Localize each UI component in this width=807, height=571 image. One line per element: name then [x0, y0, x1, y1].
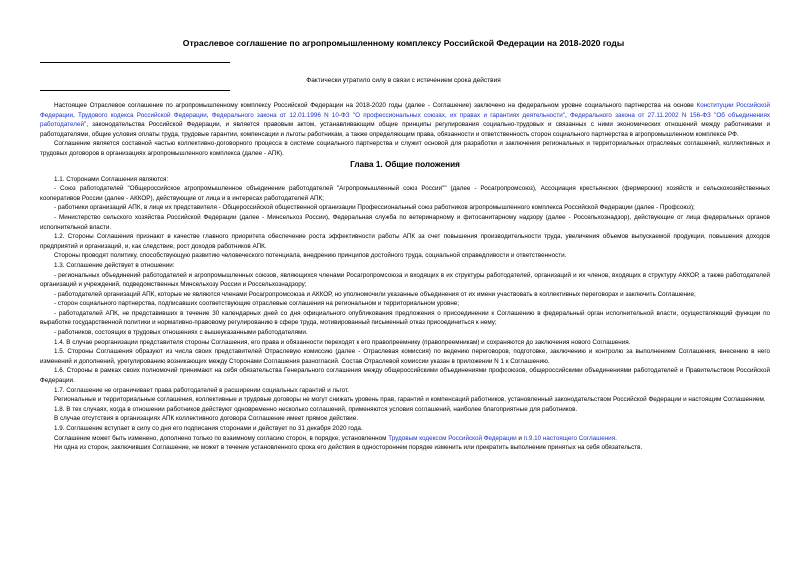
clause-1-3-a: - региональных объединений работодателей и агропромышленных союзов, являющихся членами Росагропромсоюза и входящих в их структуры работодателей, организаций и их членов, входящих в структуру АККОР, а также работодателей организаций и учреждений, подведомственных Минсельхозу России и Россельхознадзору;: [40, 271, 770, 289]
intro-paragraph: Настоящее Отраслевое соглашение по агропромышленному комплексу Российской Федерации на 2018-2020 годы (далее - Соглашение) заключено на федеральном уровне социального партнерства на основе Конституции Российской Федерации, Трудового кодекса Российской Федерации, Федерального закона от 12.01.1996 N 10-ФЗ "О профессиональных союзах, их правах и гарантиях деятельности", Федерального закона от 27.11.2002 N 156-ФЗ "Об объединениях работодателей", законодательства Российской Федерации, и является правовым актом, устанавливающим общие принципы регулирования социально-трудовых и связанных с ними экономических отношений между работниками и работодателями, общие условия оплаты труда, трудовые гарантии, компенсации и льготы работникам, а также определяющим права, обязанности и ответственность сторон социального партнерства в агропромышленном комплексе РФ.: [40, 102, 771, 138]
document-title: Отраслевое соглашение по агропромышленному комплексу Российской Федерации на 2018-2020 годы: [182, 38, 625, 48]
document-body: [40, 101, 770, 453]
clause-1-1: 1.1. Сторонами Соглашения являются:: [54, 175, 169, 183]
clause-1-2-b: Стороны проводят политику, способствующую развитию человеческого потенциала, внедрению принципов достойного труда, социальной справедливости и ответственности.: [54, 252, 567, 260]
clause-1-6: 1.6. Стороны в рамках своих полномочий принимают на себя обязательства Генерального соглашения между общероссийскими объединениями профсоюзов, общероссийскими объединениями работодателей и Правительством Российской Федерации.: [40, 367, 770, 385]
clause-1-5: 1.5. Стороны Соглашения образуют из числа своих представителей Отраслевую комиссию (далее - Отраслевая комиссия) по ведению переговоров, подготовке, заключению и контролю за выполнением Соглашения, внесению в него изменений и дополнений, урегулированию возникающих между Сторонами Соглашения разногласий. Состав Отраслевой комиссии указан в приложении N 1 к Соглашению.: [40, 348, 770, 365]
clause-1-4: 1.4. В случае реорганизации представителя стороны Соглашения, его права и обязанности переходят к его правопреемнику (правопреемникам) и сохраняются до заключения нового Соглашения.: [54, 338, 631, 346]
chapter-1-heading: Глава 1. Общие положения: [350, 159, 460, 169]
clause-1-1-a: - Союз работодателей "Общероссийское агропромышленное объединение работодателей "Агропромышленный союз России"" (далее - Росагропромсоюз), Ассоциация крестьянских (фермерских) хозяйств и сельскохозяйственных кооперативов России (далее - АККОР), действующие от лица и в интересах работодателей АПК;: [40, 185, 770, 202]
labor-code-link-2[interactable]: Трудовым кодексом Российской Федерации: [388, 434, 517, 442]
clause-1-3-c: - сторон социального партнерства, подписавших соответствующие отраслевые соглашения на региональном и территориальном уровне;: [54, 300, 460, 308]
labor-code-link[interactable]: Трудового кодекса Российской Федерации: [77, 111, 207, 119]
status-note: Фактически утратило силу в связи с истечением срока действия: [306, 77, 501, 84]
clause-1-3-b: - работодателей организаций АПК, которые не являются членами Росагропромсоюза и АККОР, но уполномочили указанные объединения от их имени участвовать в коллективных переговорах и заключить Соглашение;: [54, 290, 696, 298]
clause-1-3: 1.3. Соглашение действует в отношении:: [54, 261, 175, 269]
clause-1-1-b: - работники организаций АПК, в лице их представителя - Общероссийской общественной организации Профессиональный союз работников агропромышленного комплекса Российской Федерации (далее - Профсоюз);: [54, 204, 695, 212]
clause-1-7-b: Региональные и территориальные соглашения, коллективные и трудовые договоры не могут снижать уровень прав, гарантий и компенсаций работников, установленный законодательством Российской Федерации и настоящим Соглашением.: [54, 396, 766, 404]
law-156fz-link[interactable]: Федерального закона от 27.11.2002 N 156-ФЗ "Об объединениях работодателей": [40, 111, 771, 129]
bottom-divider: [40, 90, 230, 91]
clause-1-9-c: Ни одна из сторон, заключивших Соглашение, не может в течение установленного срока его действия в одностороннем порядке изменить или прекратить выполнение принятых на себя обязательств.: [54, 444, 643, 452]
clause-1-3-d: - работодателей АПК, не представивших в течение 30 календарных дней со дня официального опубликования предложения о присоединении к Соглашению в федеральный орган исполнительной власти, осуществляющий функции по выработке государственной политики и нормативно-правовому регулированию в сфере труда, мотивированный письменный отказ присоединиться к нему;: [40, 309, 770, 327]
clause-1-9: 1.9. Соглашение вступает в силу со дня его подписания сторонами и действует по 31 декабря 2020 года.: [54, 425, 363, 432]
law-10fz-link[interactable]: Федерального закона от 12.01.1996 N 10-ФЗ "О профессиональных союзах, их правах и гарантиях деятельности": [211, 111, 565, 119]
clause-1-3-e: - работников, состоящих в трудовых отношениях с вышеуказанными работодателями.: [54, 329, 308, 337]
clause-1-2: 1.2. Стороны Соглашения признают в качестве главного приоритета обеспечение роста эффективности работы АПК за счет повышения производительности труда, увеличения объемов выпускаемой продукции, повышения доходов предприятий и организаций, и, как следствие, рост доходов работников АПК.: [40, 233, 770, 250]
clause-1-7: 1.7. Соглашение не ограничивает права работодателей в расширении социальных гарантий и льгот.: [54, 386, 349, 394]
clause-9-10-link[interactable]: п.9.10 настоящего Соглашения: [523, 434, 616, 442]
clause-1-9-b: Соглашение может быть изменено, дополнено только по взаимному согласию сторон, в порядке, установленном Трудовым кодексом Российской Федерации и п.9.10 настоящего Соглашения.: [54, 434, 617, 442]
component-paragraph: Соглашение является составной частью коллективно-договорного процесса в системе социального партнерства и служит основой для разработки и заключения региональных и территориальных отраслевых соглашений, коллективных и трудовых договоров в организациях агропромышленного комплекса (далее - АПК).: [40, 140, 770, 157]
clause-1-8: 1.8. В тех случаях, когда в отношении работников действуют одновременно несколько соглашений, применяются условия соглашений, наиболее благоприятные для работников.: [54, 405, 578, 413]
top-divider: [40, 62, 230, 63]
clause-1-1-c: - Министерство сельского хозяйства Российской Федерации (далее - Минсельхоз России), Федеральная служба по ветеринарному и фитосанитарному надзору (далее - Россельхознадзор), действующие от лица федеральных органов исполнительной власти.: [40, 213, 770, 231]
clause-1-8-b: В случае отсутствия в организациях АПК коллективного договора Соглашение имеет прямое действие.: [54, 415, 358, 423]
constitution-link[interactable]: Конституции Российской Федерации: [40, 102, 770, 119]
